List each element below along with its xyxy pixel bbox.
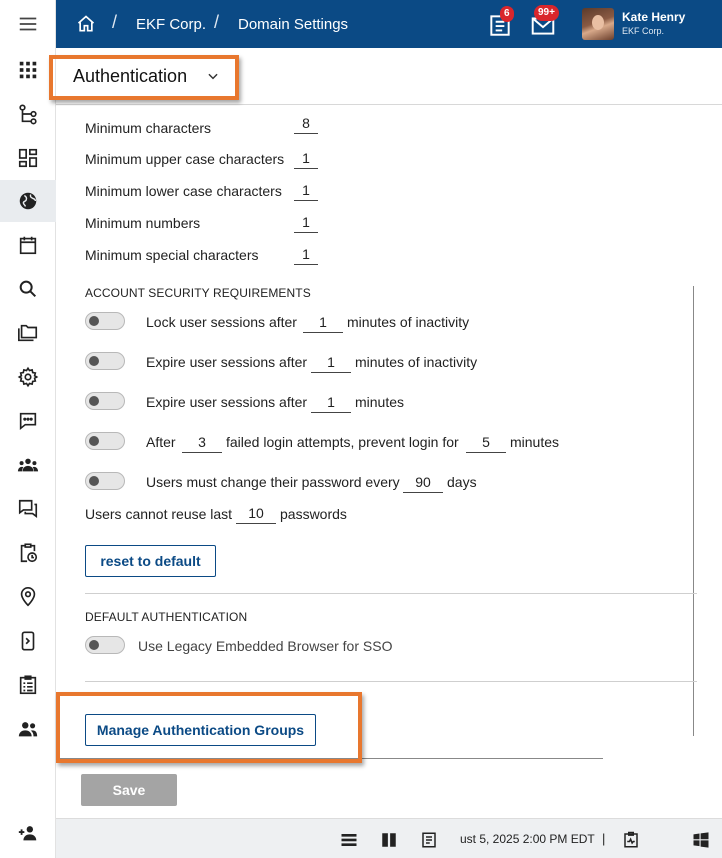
breadcrumb-page: Domain Settings: [238, 16, 349, 33]
min-upper-label: Minimum upper case characters: [85, 151, 285, 167]
lock-sessions-toggle[interactable]: [85, 312, 125, 330]
list-view-icon[interactable]: [340, 831, 358, 849]
search-icon[interactable]: [0, 268, 56, 310]
min-numbers-label: Minimum numbers: [85, 215, 201, 231]
manage-auth-groups-button[interactable]: Manage Authentication Groups: [85, 714, 316, 746]
save-button[interactable]: Save: [81, 774, 177, 806]
lock-sessions-label: Lock user sessions after: [146, 314, 297, 330]
expire-sessions-suffix: minutes: [355, 394, 405, 410]
location-pin-icon[interactable]: [0, 576, 56, 618]
dashboard-icon[interactable]: [0, 137, 56, 179]
taskbar-datetime: ust 5, 2025 2:00 PM EDT: [460, 832, 595, 846]
failed-login-middle: failed login attempts, prevent login for: [226, 434, 459, 450]
min-numbers-field[interactable]: 1: [294, 211, 318, 233]
gear-icon[interactable]: [0, 356, 56, 398]
add-user-icon[interactable]: [0, 812, 56, 854]
groups-icon[interactable]: [0, 444, 56, 486]
calendar-icon[interactable]: [0, 224, 56, 266]
clipboard-clock-icon[interactable]: [0, 532, 56, 574]
legacy-sso-label: Use Legacy Embedded Browser for SSO: [138, 638, 393, 654]
reuse-label: Users cannot reuse last: [85, 506, 233, 522]
min-lower-label: Minimum lower case characters: [85, 183, 282, 199]
user-org: EKF Corp.: [622, 26, 665, 36]
expire-sessions-field[interactable]: 1: [311, 391, 351, 413]
failed-login-minutes-field[interactable]: 5: [466, 431, 506, 453]
section-title[interactable]: Authentication: [73, 66, 188, 86]
top-header: [56, 0, 722, 48]
failed-login-suffix: minutes: [510, 434, 560, 450]
windows-icon[interactable]: [692, 831, 710, 849]
default-auth-heading: DEFAULT AUTHENTICATION: [85, 610, 248, 624]
forum-icon[interactable]: [0, 488, 56, 530]
reuse-suffix: passwords: [280, 506, 347, 522]
min-characters-field[interactable]: 8: [294, 112, 318, 134]
taskbar-separator: |: [602, 831, 606, 846]
home-icon[interactable]: [76, 14, 96, 34]
avatar[interactable]: [582, 8, 614, 40]
account-security-heading: ACCOUNT SECURITY REQUIREMENTS: [85, 286, 311, 300]
clipboard-pulse-icon[interactable]: [622, 831, 640, 849]
breadcrumb-separator: /: [112, 12, 118, 32]
legacy-sso-toggle[interactable]: [85, 636, 125, 654]
lock-sessions-field[interactable]: 1: [303, 311, 343, 333]
reuse-field[interactable]: 10: [236, 502, 276, 524]
expire-sessions-toggle[interactable]: [85, 392, 125, 410]
mobile-device-icon[interactable]: [0, 620, 56, 662]
min-special-field[interactable]: 1: [294, 243, 318, 265]
chat-icon[interactable]: [0, 400, 56, 442]
failed-login-attempts-field[interactable]: 3: [182, 431, 222, 453]
mail-badge: 99+: [534, 5, 559, 21]
password-change-suffix: days: [447, 474, 477, 490]
users-icon[interactable]: [0, 708, 56, 750]
lock-sessions-suffix: minutes of inactivity: [347, 314, 470, 330]
reset-to-default-button[interactable]: reset to default: [85, 545, 216, 577]
checklist-icon[interactable]: [0, 664, 56, 706]
min-upper-field[interactable]: 1: [294, 147, 318, 169]
min-special-label: Minimum special characters: [85, 247, 259, 263]
failed-login-prefix: After: [146, 434, 176, 450]
folders-icon[interactable]: [0, 312, 56, 354]
expire-inactivity-field[interactable]: 1: [311, 351, 351, 373]
highlight-box-manage-groups: [56, 692, 362, 763]
taskbar: [56, 818, 722, 858]
failed-login-toggle[interactable]: [85, 432, 125, 450]
min-characters-label: Minimum characters: [85, 120, 212, 136]
user-name[interactable]: Kate Henry: [622, 10, 686, 24]
menu-icon[interactable]: [0, 3, 56, 45]
sidebar: [0, 0, 56, 858]
globe-icon[interactable]: [0, 180, 56, 222]
expire-sessions-label: Expire user sessions after: [146, 394, 308, 410]
divider: [85, 681, 697, 682]
password-change-toggle[interactable]: [85, 472, 125, 490]
breadcrumb-company[interactable]: EKF Corp.: [136, 16, 207, 33]
divider: [85, 593, 697, 594]
columns-view-icon[interactable]: [380, 831, 398, 849]
expire-inactivity-suffix: minutes of inactivity: [355, 354, 478, 370]
min-lower-field[interactable]: 1: [294, 179, 318, 201]
document-icon[interactable]: [420, 831, 438, 849]
apps-grid-icon[interactable]: [0, 49, 56, 91]
password-change-label: Users must change their password every: [146, 474, 400, 490]
password-change-field[interactable]: 90: [403, 471, 443, 493]
scrollbar-track[interactable]: [693, 286, 694, 736]
workflow-tree-icon[interactable]: [0, 93, 56, 135]
tasks-badge: 6: [500, 6, 514, 22]
expire-inactivity-toggle[interactable]: [85, 352, 125, 370]
highlight-box-title: [49, 55, 239, 100]
breadcrumb-separator: /: [214, 12, 220, 32]
expire-inactivity-label: Expire user sessions after: [146, 354, 308, 370]
